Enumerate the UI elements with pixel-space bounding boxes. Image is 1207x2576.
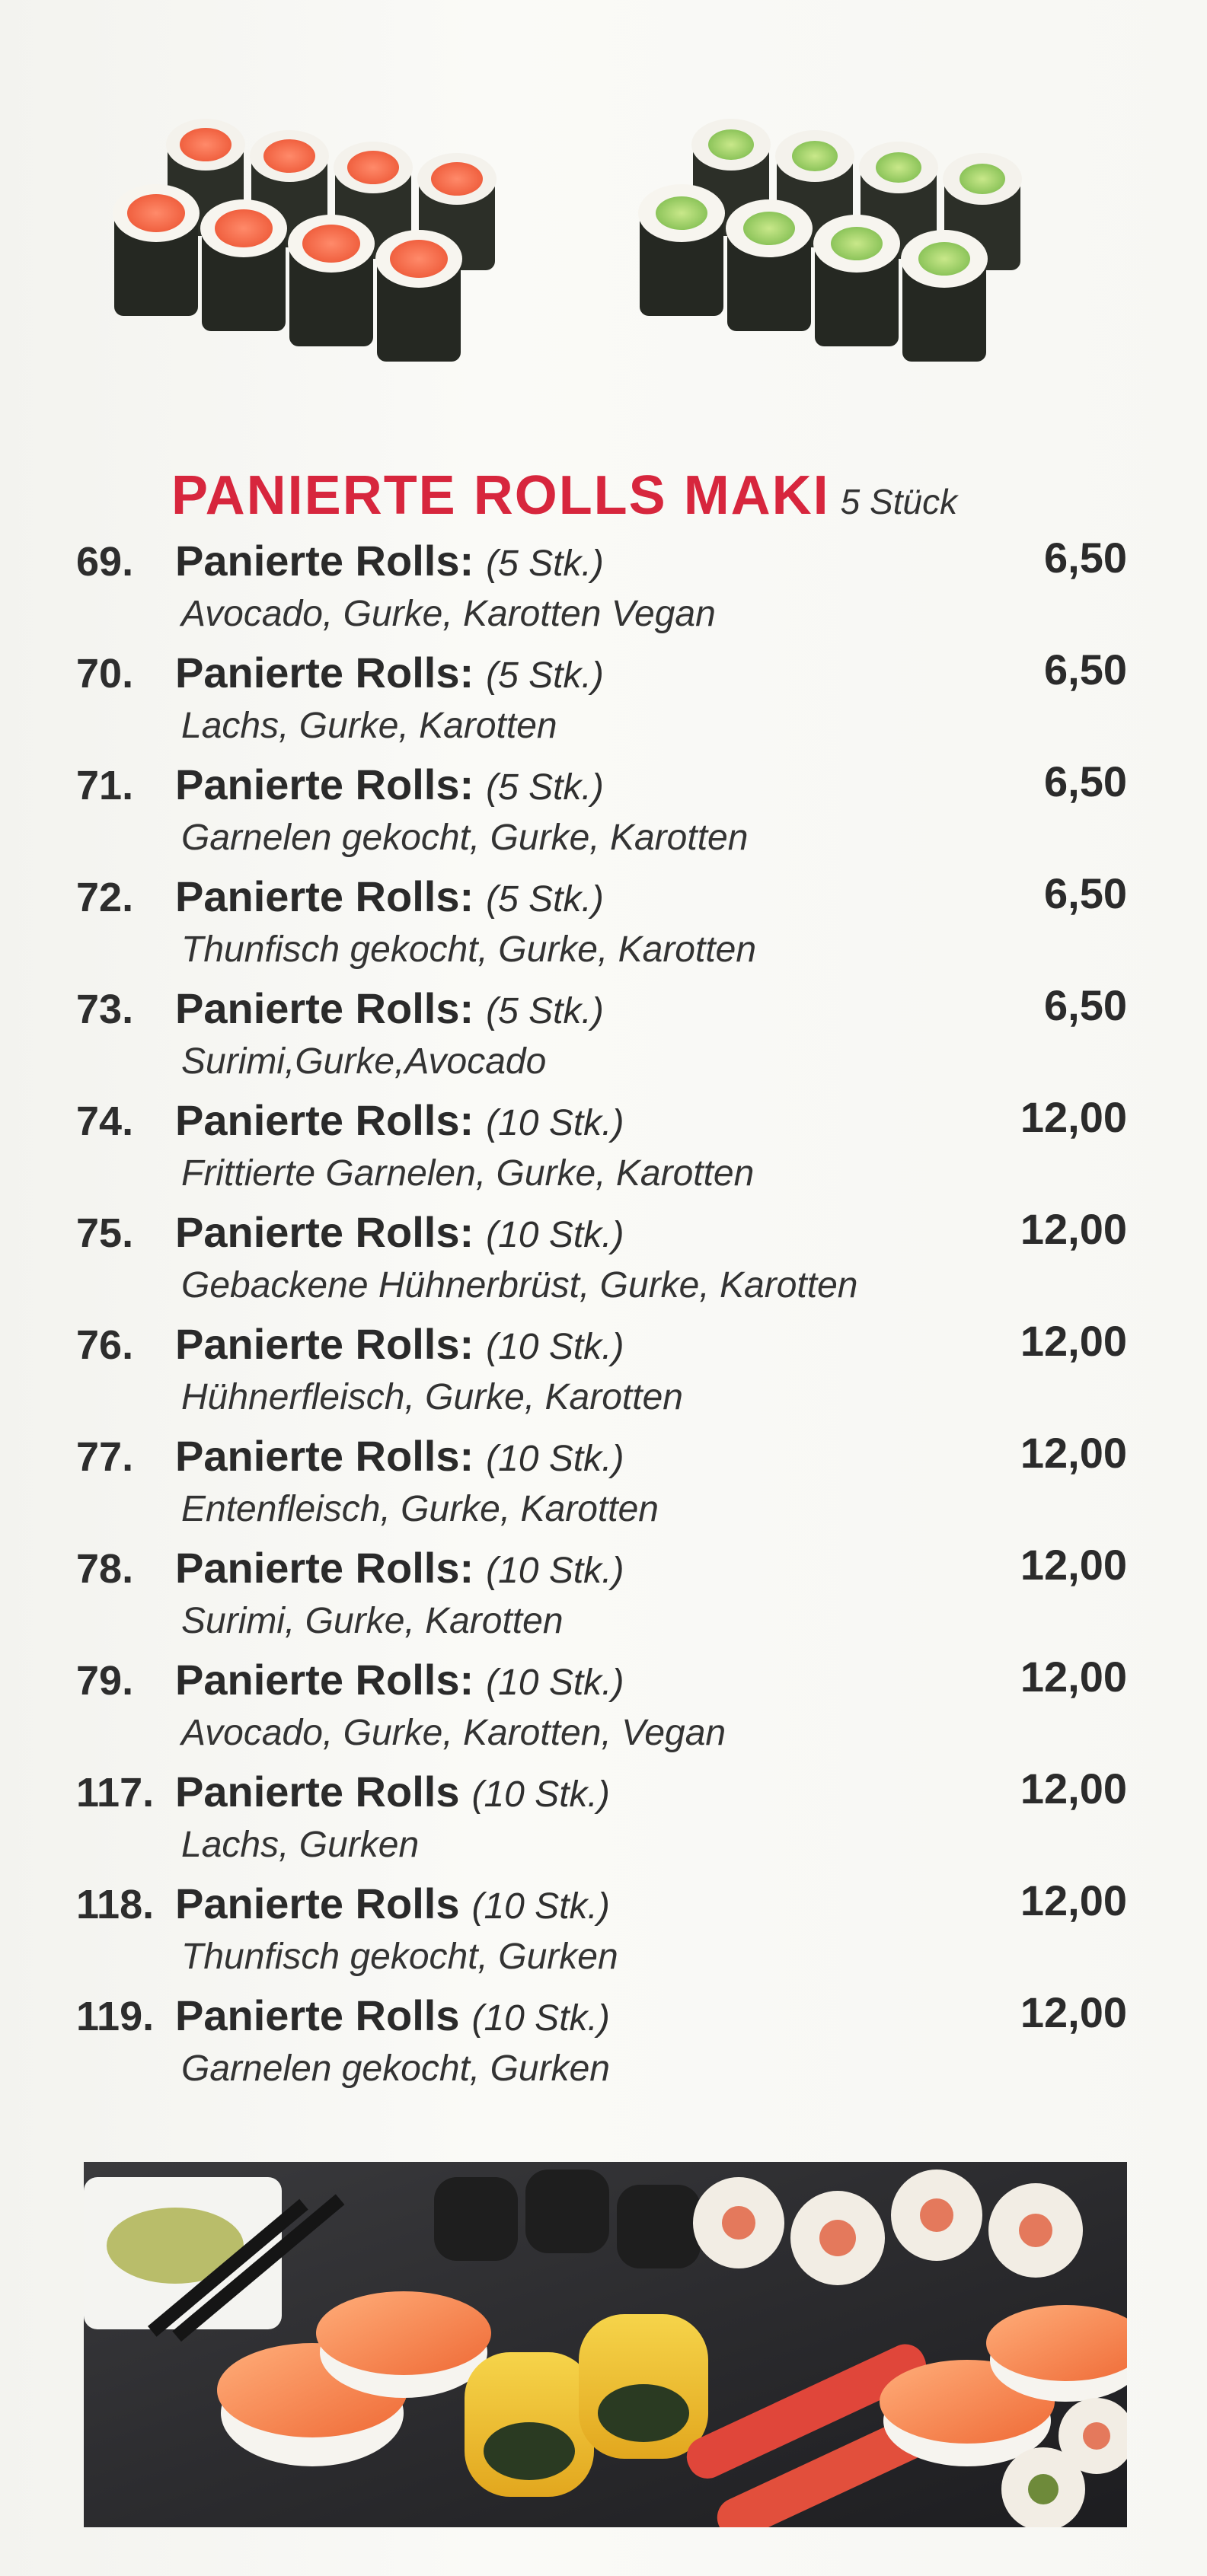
item-quantity: (5 Stk.): [486, 655, 604, 696]
item-name: Panierte Rolls:: [175, 1096, 474, 1144]
item-description: Surimi, Gurke, Karotten: [181, 1601, 564, 1641]
item-quantity: (10 Stk.): [486, 1327, 624, 1367]
item-description: Frittierte Garnelen, Gurke, Karotten: [181, 1153, 755, 1194]
menu-item: [76, 1876, 1142, 1991]
menu-item: [76, 1543, 1142, 1655]
item-name: Panierte Rolls:: [175, 1656, 474, 1704]
menu-item-line: [76, 760, 1142, 809]
item-name: Panierte Rolls:: [175, 537, 474, 585]
item-number: 77.: [76, 1434, 134, 1480]
section-heading: [171, 464, 1085, 527]
menu-item-line: [76, 1767, 1142, 1816]
menu-item: [76, 869, 1142, 984]
menu-item-line: [76, 648, 1142, 697]
item-price: 12,00: [1020, 1653, 1127, 1701]
section-title: PANIERTE ROLLS MAKI: [171, 465, 830, 526]
menu-item: [76, 1319, 1142, 1431]
item-price: 6,50: [1044, 869, 1127, 917]
item-number: 72.: [76, 875, 134, 920]
item-number: 70.: [76, 651, 134, 697]
item-price: 6,50: [1044, 757, 1127, 805]
item-quantity: (10 Stk.): [486, 1103, 624, 1143]
item-name: Panierte Rolls: [175, 1768, 460, 1816]
menu-item: [76, 1988, 1142, 2103]
menu-item-line: [76, 1655, 1142, 1704]
menu-item: [76, 981, 1142, 1095]
item-number: 119.: [76, 1994, 155, 2039]
item-number: 73.: [76, 987, 134, 1032]
menu-item-line: [76, 1319, 1142, 1369]
item-name: Panierte Rolls:: [175, 760, 474, 808]
item-description: Hühnerfleisch, Gurke, Karotten: [181, 1377, 683, 1417]
item-price: 12,00: [1020, 1093, 1127, 1141]
item-number: 71.: [76, 763, 134, 808]
item-quantity: (5 Stk.): [486, 767, 604, 808]
item-number: 69.: [76, 539, 134, 585]
item-price: 12,00: [1020, 1317, 1127, 1365]
menu-item: [76, 1095, 1142, 1207]
item-quantity: (10 Stk.): [486, 1439, 624, 1479]
cucumber-maki-image: [632, 114, 1104, 434]
item-price: 6,50: [1044, 646, 1127, 693]
item-description: Lachs, Gurke, Karotten: [181, 706, 557, 746]
menu-item-line: [76, 1879, 1142, 1928]
menu-item-line: [76, 872, 1142, 921]
item-number: 117.: [76, 1770, 155, 1816]
item-description: Garnelen gekocht, Gurken: [181, 2048, 610, 2089]
item-price: 12,00: [1020, 1876, 1127, 1924]
item-price: 6,50: [1044, 534, 1127, 582]
item-description: Entenfleisch, Gurke, Karotten: [181, 1489, 659, 1529]
menu-list: [76, 536, 1142, 2103]
item-quantity: (10 Stk.): [471, 1774, 610, 1815]
top-illustrations: [107, 114, 1112, 434]
menu-item: [76, 1767, 1142, 1879]
item-name: Panierte Rolls:: [175, 872, 474, 920]
item-price: 12,00: [1020, 1429, 1127, 1477]
item-price: 12,00: [1020, 1541, 1127, 1589]
item-price: 12,00: [1020, 1765, 1127, 1812]
menu-item-line: [76, 1207, 1142, 1257]
item-number: 79.: [76, 1658, 134, 1704]
item-name: Panierte Rolls: [175, 1991, 460, 2039]
item-quantity: (10 Stk.): [471, 1886, 610, 1927]
item-name: Panierte Rolls:: [175, 1544, 474, 1592]
item-quantity: (10 Stk.): [486, 1215, 624, 1255]
item-number: 118.: [76, 1882, 155, 1927]
item-quantity: (10 Stk.): [471, 1998, 610, 2039]
menu-item: [76, 1655, 1142, 1767]
item-description: Lachs, Gurken: [181, 1825, 420, 1865]
item-quantity: (10 Stk.): [486, 1663, 624, 1703]
section-subtitle: 5 Stück: [840, 482, 958, 521]
item-quantity: (5 Stk.): [486, 991, 604, 1031]
item-description: Gebackene Hühnerbrüst, Gurke, Karotten: [181, 1265, 858, 1306]
item-name: Panierte Rolls:: [175, 649, 474, 697]
menu-item: [76, 1431, 1142, 1543]
item-price: 12,00: [1020, 1988, 1127, 2036]
item-quantity: (5 Stk.): [486, 879, 604, 920]
menu-item: [76, 1207, 1142, 1319]
menu-item-line: [76, 1991, 1142, 2040]
menu-item-line: [76, 1095, 1142, 1145]
menu-item: [76, 536, 1142, 648]
sushi-platter-image: [84, 2162, 1127, 2527]
item-name: Panierte Rolls:: [175, 1320, 474, 1368]
item-number: 75.: [76, 1210, 134, 1256]
item-name: Panierte Rolls:: [175, 1432, 474, 1480]
salmon-maki-image: [107, 114, 579, 434]
item-description: Thunfisch gekocht, Gurken: [181, 1937, 618, 1977]
item-number: 74.: [76, 1098, 134, 1144]
item-description: Avocado, Gurke, Karotten, Vegan: [181, 1713, 726, 1753]
menu-item-line: [76, 536, 1142, 585]
item-price: 12,00: [1020, 1205, 1127, 1253]
item-description: Garnelen gekocht, Gurke, Karotten: [181, 818, 749, 858]
menu-item: [76, 757, 1142, 872]
item-description: Surimi,Gurke,Avocado: [181, 1041, 547, 1082]
item-name: Panierte Rolls:: [175, 984, 474, 1032]
item-name: Panierte Rolls: [175, 1879, 460, 1927]
menu-item-line: [76, 1543, 1142, 1592]
item-number: 76.: [76, 1322, 134, 1368]
item-description: Avocado, Gurke, Karotten Vegan: [181, 594, 716, 634]
item-quantity: (5 Stk.): [486, 544, 604, 584]
item-description: Thunfisch gekocht, Gurke, Karotten: [181, 929, 757, 970]
item-name: Panierte Rolls:: [175, 1208, 474, 1256]
item-price: 6,50: [1044, 981, 1127, 1029]
menu-item-line: [76, 984, 1142, 1033]
menu-item: [76, 648, 1142, 760]
menu-item-line: [76, 1431, 1142, 1481]
item-quantity: (10 Stk.): [486, 1551, 624, 1591]
item-number: 78.: [76, 1546, 134, 1592]
